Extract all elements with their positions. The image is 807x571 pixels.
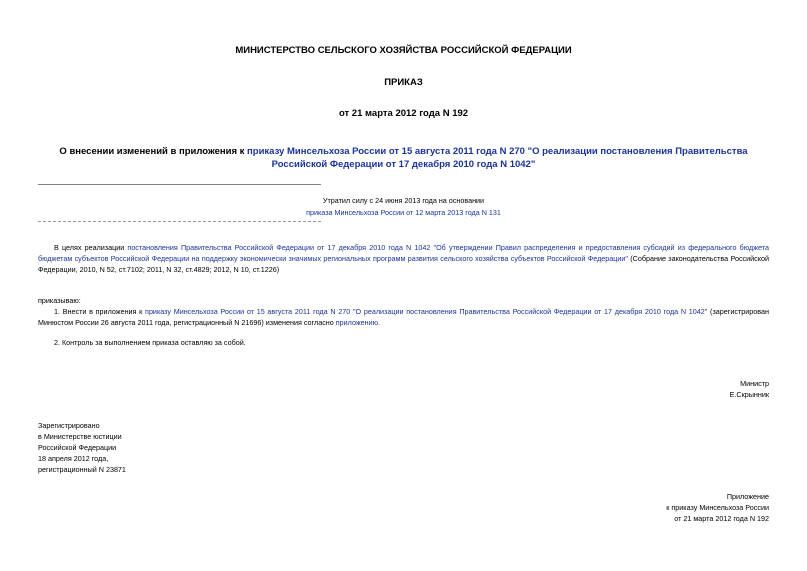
signature-title: Министр bbox=[740, 379, 769, 388]
registration-block bbox=[38, 420, 126, 475]
signature-name: Е.Скрынник bbox=[729, 390, 769, 399]
registration-line: Российской Федерации bbox=[38, 443, 117, 452]
annul-note-line: Утратил силу с 24 июня 2013 года на основании bbox=[322, 196, 485, 205]
item1-lead: 1. Внести в приложения к bbox=[54, 307, 146, 316]
order-item-1 bbox=[38, 306, 769, 328]
preamble-lead: В целях реализации bbox=[54, 243, 128, 252]
item1-end: . bbox=[378, 318, 381, 327]
registration-line: Зарегистрировано bbox=[38, 421, 100, 430]
registration-line: 18 апреля 2012 года, bbox=[38, 454, 109, 463]
doc-type-heading: ПРИКАЗ bbox=[384, 77, 423, 88]
appendix-block bbox=[500, 491, 769, 524]
title-prefix: О внесении изменений в приложения к bbox=[59, 146, 248, 157]
order-item-2: 2. Контроль за выполнением приказа оставляю за собой. bbox=[54, 338, 246, 347]
document-title bbox=[50, 146, 757, 171]
divider-top bbox=[38, 184, 321, 185]
appendix-line: к приказу Минсельхоза России bbox=[666, 503, 769, 512]
registration-line: регистрационный N 23871 bbox=[38, 465, 126, 474]
annul-note-link[interactable]: приказа Минсельхоза России от 12 марта 2013 года N 131 bbox=[306, 208, 501, 217]
preamble-link[interactable]: постановления Правительства Российской Федерации от 17 декабря 2010 года N 1042 "Об утверждении Правил распределения и предоставления субсидий из федерального бюджета бюджетам субъектов Российской Федерации на поддержку экономически значимых региональных программ развития сельского хозяйства субъектов Российской Федерации" bbox=[38, 243, 769, 263]
doc-date-number: от 21 марта 2012 года N 192 bbox=[338, 108, 469, 119]
preamble-paragraph bbox=[38, 242, 769, 275]
divider-bottom bbox=[38, 221, 321, 222]
order-word: приказываю: bbox=[38, 296, 81, 305]
item1-appendix-link[interactable]: приложению bbox=[335, 318, 379, 327]
appendix-line: Приложение bbox=[726, 492, 769, 501]
item1-link[interactable]: приказу Минсельхоза России от 15 августа 2011 года N 270 "О реализации постановления Правительства Российской Федерации от 17 декабря 2010 года N 1042" bbox=[145, 307, 708, 316]
preamble-tail: (Собрание законодательства Российской Федерации, 2010, N 52, ст.7102; 2011, N 32, ст.4829; 2012, N 10, ст.1226) bbox=[38, 254, 770, 274]
registration-line: в Министерстве юстиции bbox=[38, 432, 122, 441]
appendix-line: от 21 марта 2012 года N 192 bbox=[674, 514, 769, 523]
ministry-heading: МИНИСТЕРСТВО СЕЛЬСКОГО ХОЗЯЙСТВА РОССИЙСКОЙ ФЕДЕРАЦИИ bbox=[235, 45, 572, 56]
item1-mid: (зарегистрирован Минюстом России 26 августа 2011 года, регистрационный N 21696) изменения согласно bbox=[38, 307, 769, 327]
title-link[interactable]: приказу Минсельхоза России от 15 августа 2011 года N 270 "О реализации постановления Правительства Российской Федерации от 17 декабря 2010 года N 1042" bbox=[247, 146, 748, 170]
